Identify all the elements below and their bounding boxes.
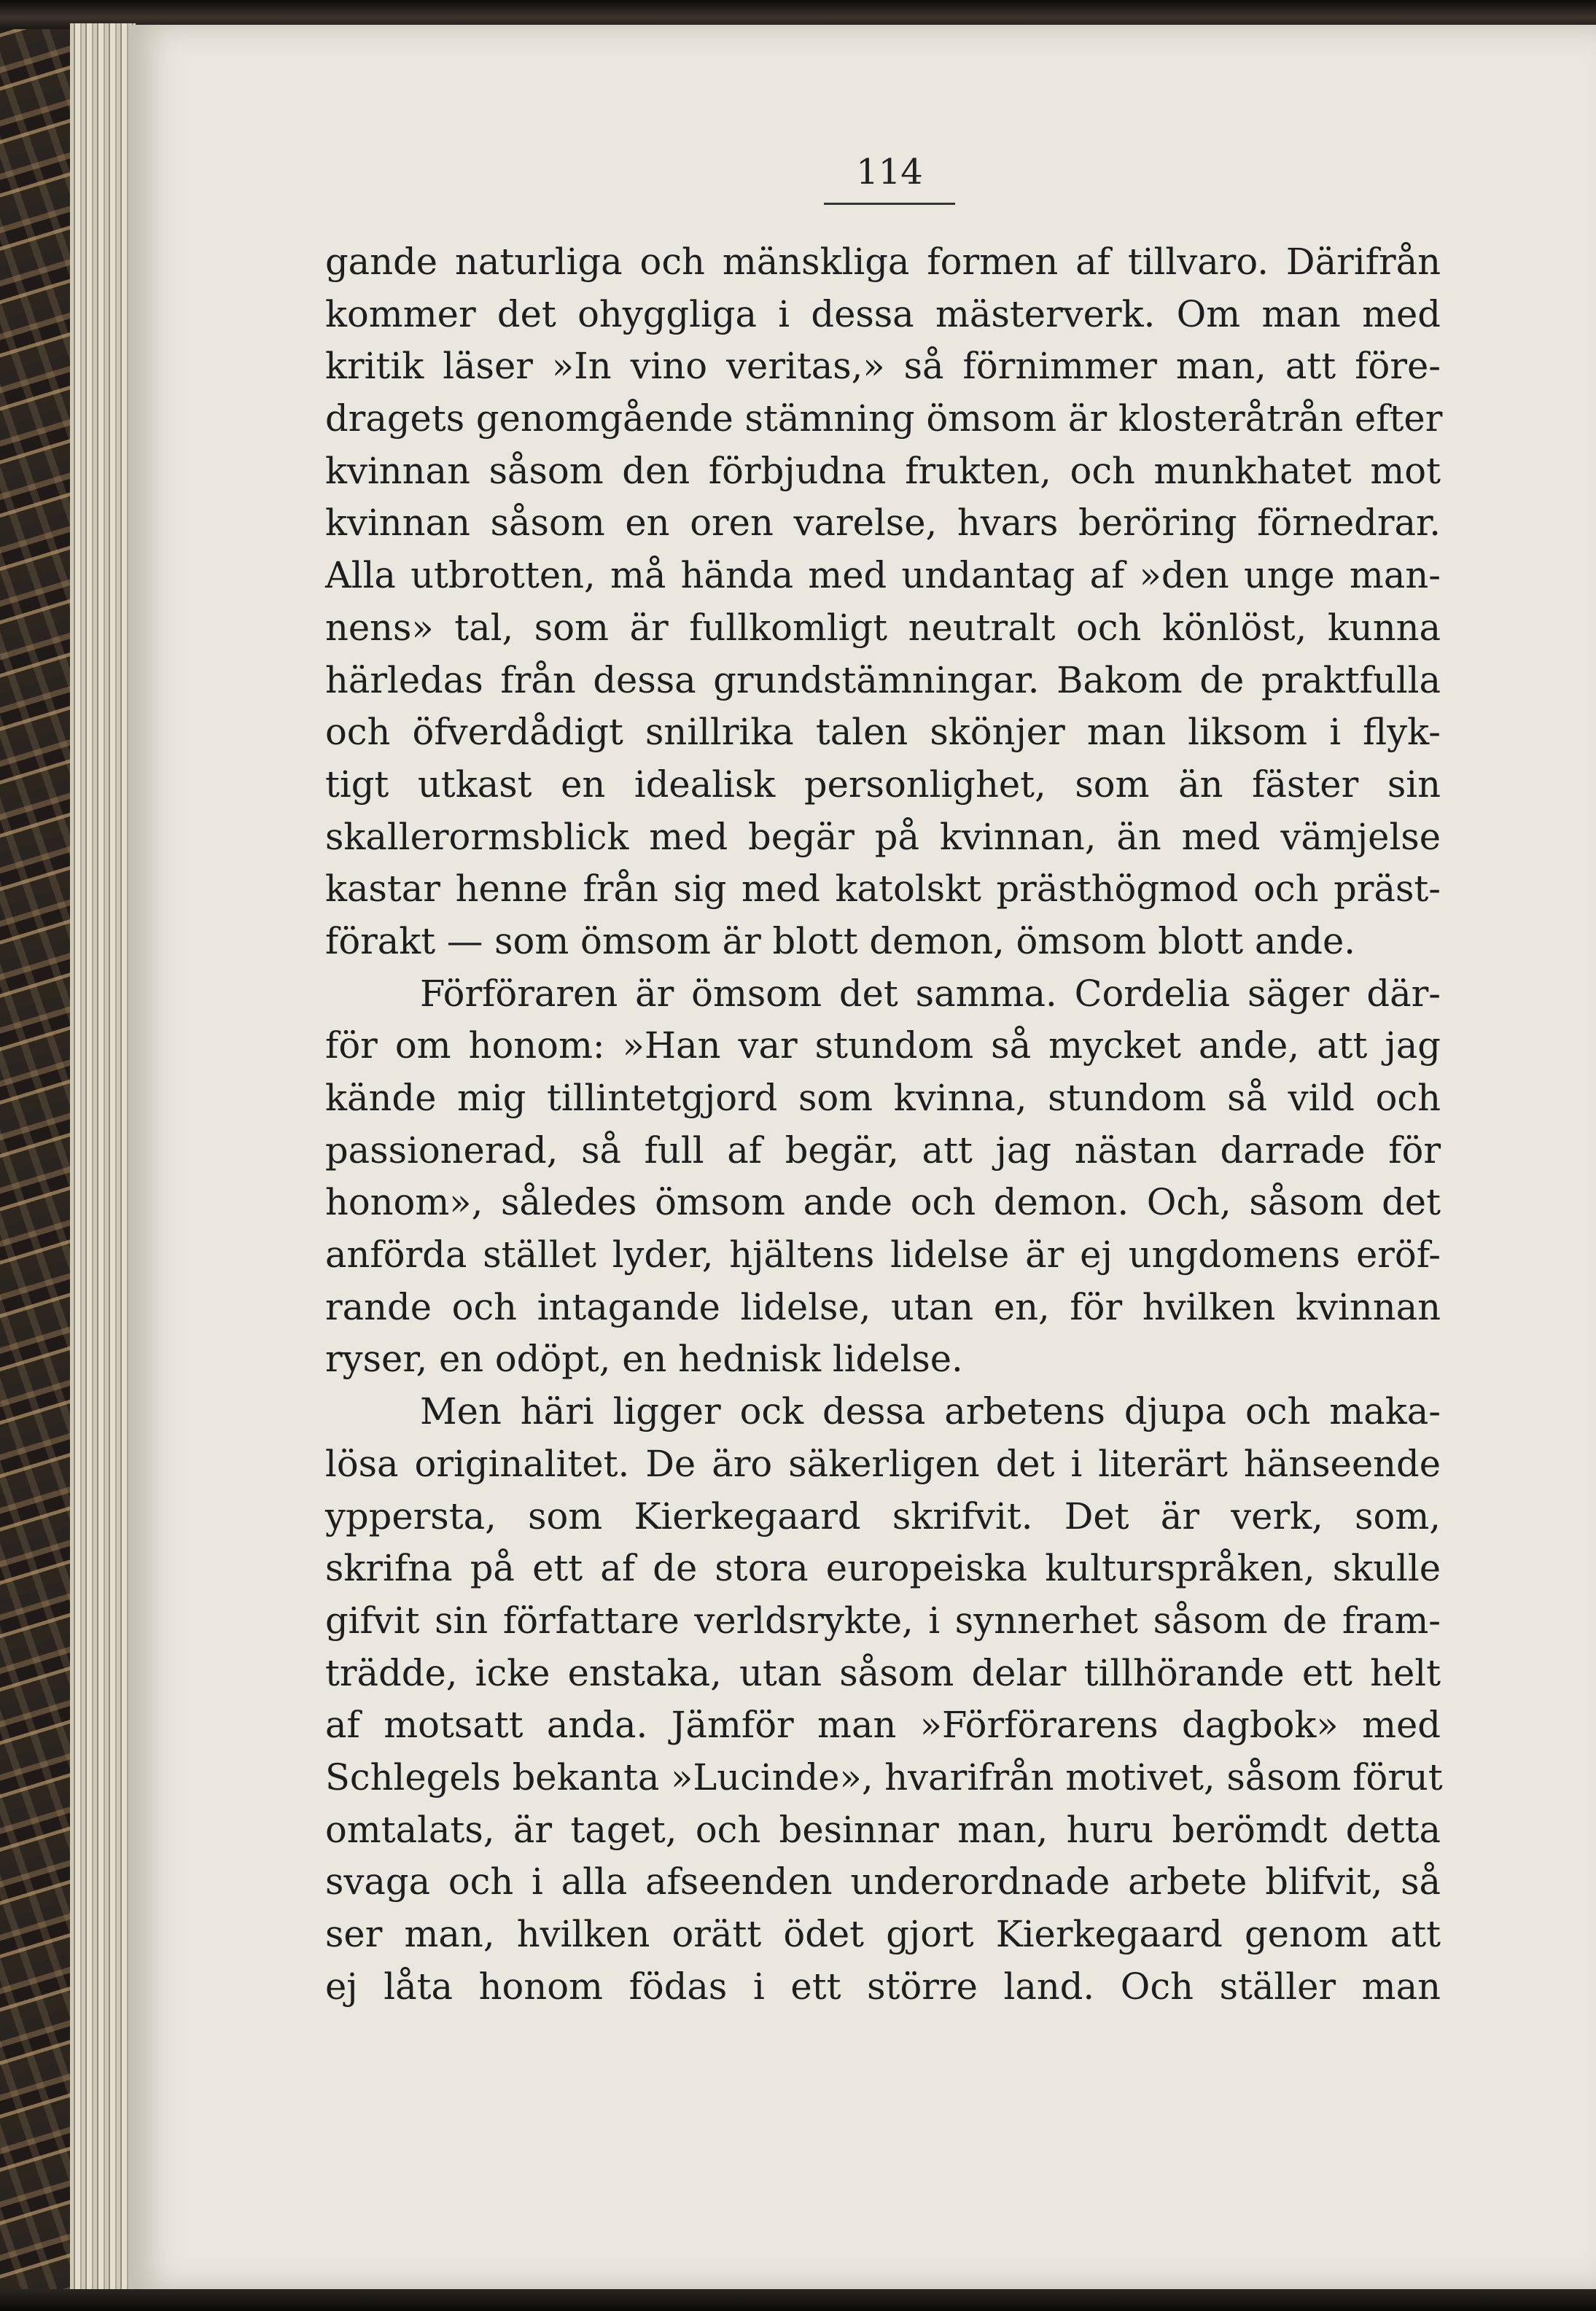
page-number: 114 [824,152,955,205]
book-bottom-edge [0,2289,1596,2311]
text-line: nens» tal, som är fullkomligt neutralt och könlöst, kunna [325,606,1441,649]
text-line: omtalats, är taget, och besinnar man, huru berömdt detta [325,1808,1441,1851]
text-line: tigt utkast en idealisk personlighet, som än fäster sin [325,763,1441,806]
text-line: kvinnan såsom en oren varelse, hvars beröring förnedrar. [325,502,1441,545]
text-line: kände mig tillintetgjord som kvinna, stundom så vild och [325,1077,1441,1119]
text-line: passionerad, så full af begär, att jag nästan darrade för [325,1129,1441,1172]
text-line: svaga och i alla afseenden underordnade arbete blifvit, så [325,1860,1441,1903]
text-line: yppersta, som Kierkegaard skrifvit. Det är verk, som, [325,1494,1441,1538]
text-line: förakt — som ömsom är blott demon, ömsom blott ande. [325,919,1356,962]
text-line: och öfverdådigt snillrika talen skönjer man liksom i flyk- [325,711,1441,754]
page-stack-edges [70,23,136,2291]
text-line: skallerormsblick med begär på kvinnan, än med vämjelse [325,815,1441,858]
text-line: dragets genomgående stämning ömsom är klosteråtrån efter [325,397,1443,440]
text-line: kritik läser »In vino veritas,» så förnimmer man, att före- [325,345,1441,388]
text-line: härledas från dessa grundstämningar. Bakom de praktfulla [325,658,1441,701]
text-line: lösa originalitet. De äro säkerligen det i literärt hänseende [325,1442,1441,1485]
text-line: anförda stället lyder, hjältens lidelse är ej ungdomens eröf- [325,1234,1441,1277]
text-line: för om honom: »Han var stundom så mycket ande, att jag [325,1024,1441,1067]
text-line: ryser, en odöpt, en hednisk lidelse. [325,1338,963,1381]
text-line: Alla utbrotten, må hända med undantag af »den unge man- [325,554,1441,597]
page-body-text [325,236,1441,2013]
text-line: gifvit sin författare verldsrykte, i synnerhet såsom de fram- [325,1599,1441,1642]
text-line: kommer det ohyggliga i dessa mästerverk. Om man med [325,292,1441,335]
text-line: honom», således ömsom ande och demon. Och, såsom det [325,1181,1441,1224]
text-line-paragraph-start: Men häri ligger ock dessa arbetens djupa och maka- [420,1390,1441,1433]
text-line: kastar henne från sig med katolskt prästhögmod och präst- [325,868,1441,911]
text-line: trädde, icke enstaka, utan såsom delar tillhörande ett helt [325,1651,1441,1694]
text-line-paragraph-start: Förföraren är ömsom det samma. Cordelia säger där- [420,972,1441,1015]
text-line: gande naturliga och mänskliga formen af tillvaro. Därifrån [325,241,1441,283]
text-line: af motsatt anda. Jämför man »Förförarens dagbok» med [325,1704,1441,1747]
text-line: skrifna på ett af de stora europeiska kulturspråken, skulle [325,1547,1441,1590]
text-line: ser man, hvilken orätt ödet gjort Kierkegaard genom att [325,1913,1441,1955]
text-line: kvinnan såsom den förbjudna frukten, och munkhatet mot [325,449,1441,492]
text-line: rande och intagande lidelse, utan en, för hvilken kvinnan [325,1285,1441,1328]
text-line: ej låta honom födas i ett större land. Och ställer man [325,1965,1441,2008]
text-line: Schlegels bekanta »Lucinde», hvarifrån motivet, såsom förut [325,1755,1443,1798]
